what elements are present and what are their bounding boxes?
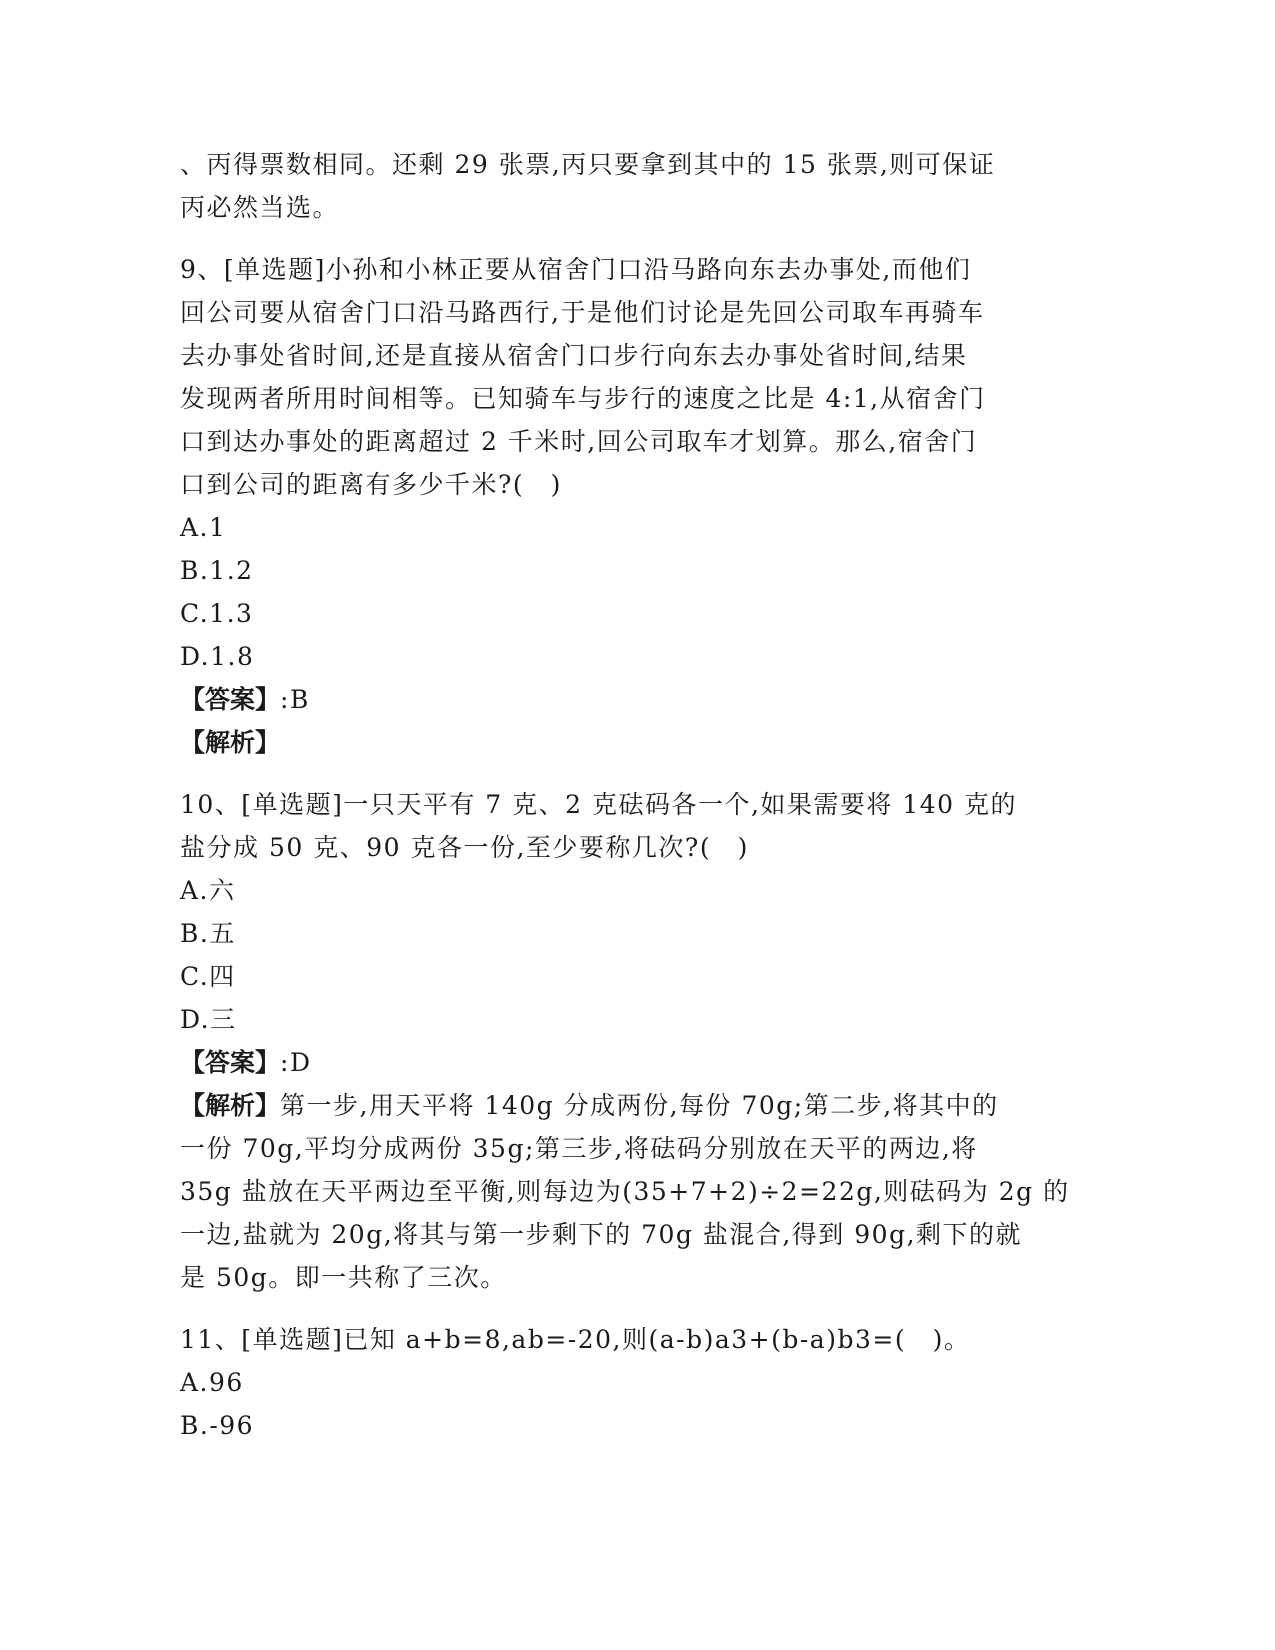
question-text-line: 10、[单选题]一只天平有 7 克、2 克砝码各一个,如果需要将 140 克的 (180, 790, 1018, 819)
answer-value: B (289, 685, 310, 714)
question-text-line: 去办事处省时间,还是直接从宿舍门口步行向东去办事处省时间,结果 (180, 341, 968, 370)
question-text-line: 口到达办事处的距离超过 2 千米时,回公司取车才划算。那么,宿舍门 (180, 427, 978, 456)
question-text-line: 11、[单选题]已知 a+b=8,ab=-20,则(a-b)a3+(b-a)b3=( )。 (180, 1325, 971, 1354)
answer-separator: : (280, 685, 290, 714)
option-b: B.-96 (180, 1411, 255, 1440)
document-page (180, 143, 1070, 1447)
analysis-text-line: 一份 70g,平均分成两份 35g;第三步,将砝码分别放在天平的两边,将 (180, 1134, 978, 1163)
analysis-label: 【解析】 (180, 728, 281, 757)
question-10 (180, 783, 1070, 1299)
analysis-text: 第一步,用天平将 140g 分成两份,每份 70g;第二步,将其中的 (280, 1091, 999, 1120)
analysis-text-line: 是 50g。即一共称了三次。 (180, 1263, 507, 1292)
answer-value: D (289, 1048, 312, 1077)
option-c: C.1.3 (180, 599, 254, 628)
option-d: D.1.8 (180, 642, 255, 671)
option-c: C.四 (180, 962, 236, 991)
question-text-line: 发现两者所用时间相等。已知骑车与步行的速度之比是 4:1,从宿舍门 (180, 384, 986, 413)
analysis-line (180, 721, 1040, 764)
answer-line (180, 1041, 1040, 1084)
answer-label: 【答案】 (180, 685, 281, 714)
analysis-text-line: 35g 盐放在天平两边至平衡,则每边为(35+7+2)÷2=22g,则砝码为 2g 的 (180, 1177, 1070, 1206)
option-b: B.1.2 (180, 556, 254, 585)
question-9 (180, 248, 1040, 764)
option-a: A.六 (180, 876, 236, 905)
question-text-line: 口到公司的距离有多少千米?( ) (180, 470, 562, 499)
option-a: A.96 (180, 1368, 244, 1397)
option-b: B.五 (180, 919, 236, 948)
intro-paragraph (180, 143, 1040, 229)
answer-label: 【答案】 (180, 1048, 281, 1077)
analysis-line (180, 1084, 1040, 1127)
option-d: D.三 (180, 1005, 237, 1034)
question-text-line: 9、[单选题]小孙和小林正要从宿舍门口沿马路向东去办事处,而他们 (180, 255, 972, 284)
option-a: A.1 (180, 513, 227, 542)
question-text-line: 回公司要从宿舍门口沿马路西行,于是他们讨论是先回公司取车再骑车 (180, 298, 985, 327)
answer-separator: : (280, 1048, 290, 1077)
analysis-label: 【解析】 (180, 1091, 281, 1120)
text-line: 、丙得票数相同。还剩 29 张票,丙只要拿到其中的 15 张票,则可保证 (180, 150, 996, 179)
answer-line (180, 678, 1040, 721)
text-line: 丙必然当选。 (180, 193, 340, 222)
analysis-text-line: 一边,盐就为 20g,将其与第一步剩下的 70g 盐混合,得到 90g,剩下的就 (180, 1220, 1023, 1249)
question-11 (180, 1318, 1040, 1447)
question-text-line: 盐分成 50 克、90 克各一份,至少要称几次?( ) (180, 833, 749, 862)
